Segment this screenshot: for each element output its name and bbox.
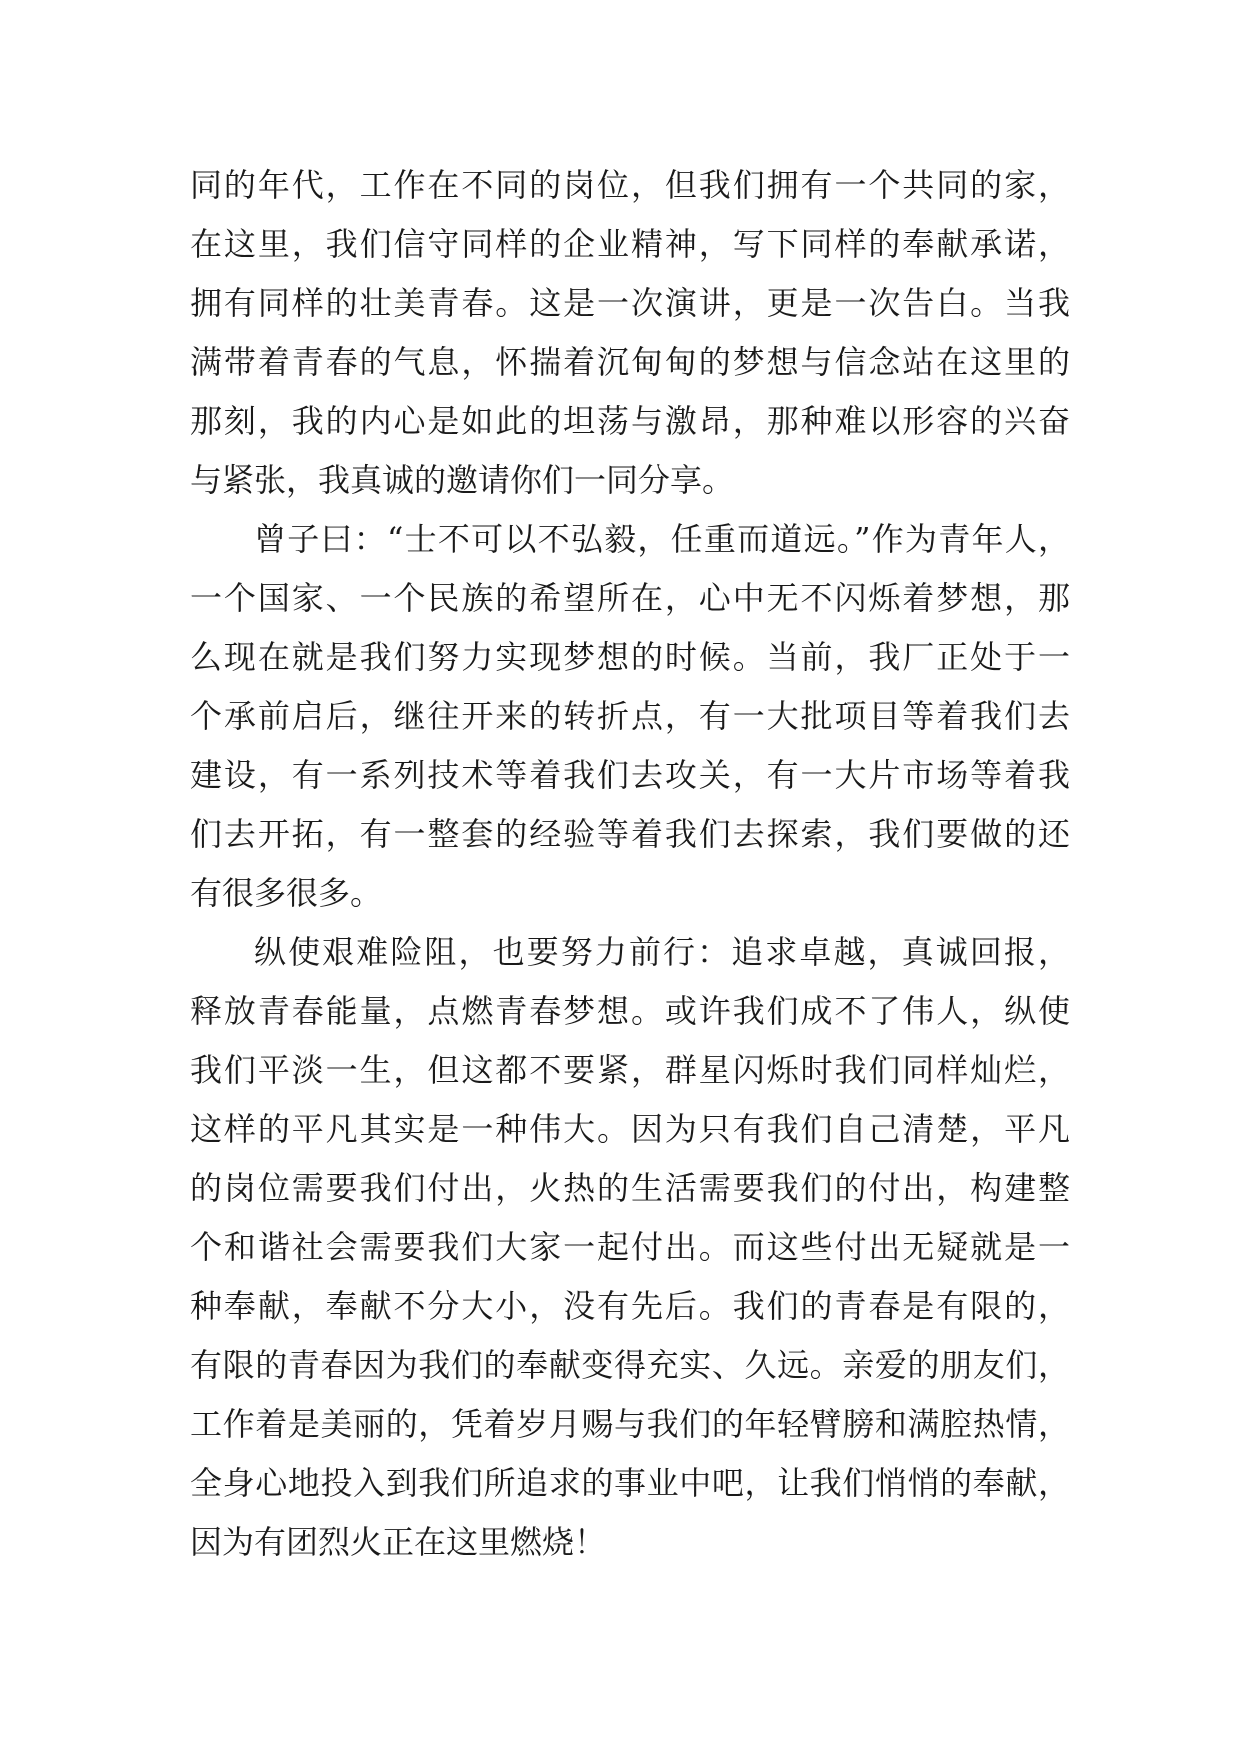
- text-line: 因为有团烈火正在这里燃烧！: [190, 1523, 607, 1561]
- text-line: 个承前启后，继往开来的转折点，有一大批项目等着我们去: [190, 697, 1070, 735]
- text-line: 与紧张，我真诚的邀请你们一同分享。: [190, 461, 735, 499]
- text-line: 拥有同样的壮美青春。这是一次演讲，更是一次告白。当我: [190, 284, 1070, 322]
- paragraph: [190, 923, 1070, 1572]
- text-line: 释放青春能量，点燃青春梦想。或许我们成不了伟人，纵使: [190, 992, 1070, 1030]
- text-line: 在这里，我们信守同样的企业精神，写下同样的奉献承诺，: [190, 225, 1070, 263]
- text-line: 建设，有一系列技术等着我们去攻关，有一大片市场等着我: [190, 756, 1070, 794]
- text-line: 全身心地投入到我们所追求的事业中吧，让我们悄悄的奉献，: [190, 1464, 1070, 1502]
- paragraph: [190, 156, 1070, 510]
- text-line: 有很多很多。: [190, 874, 383, 912]
- paragraph: [190, 510, 1070, 923]
- text-line: 那刻，我的内心是如此的坦荡与激昂，那种难以形容的兴奋: [190, 402, 1070, 440]
- text-line: 曾子曰：“士不可以不弘毅，任重而道远。”作为青年人，: [254, 520, 1070, 558]
- text-line: 我们平淡一生，但这都不要紧，群星闪烁时我们同样灿烂，: [190, 1051, 1070, 1089]
- text-line: 种奉献，奉献不分大小，没有先后。我们的青春是有限的，: [190, 1287, 1070, 1325]
- text-line: 同的年代，工作在不同的岗位，但我们拥有一个共同的家，: [190, 166, 1070, 204]
- body-text: [190, 156, 1070, 1572]
- text-line: 有限的青春因为我们的奉献变得充实、久远。亲爱的朋友们，: [190, 1346, 1070, 1384]
- text-line: 工作着是美丽的，凭着岁月赐与我们的年轻臂膀和满腔热情，: [190, 1405, 1070, 1443]
- text-line: 个和谐社会需要我们大家一起付出。而这些付出无疑就是一: [190, 1228, 1070, 1266]
- text-line: 一个国家、一个民族的希望所在，心中无不闪烁着梦想，那: [190, 579, 1070, 617]
- text-line: 的岗位需要我们付出，火热的生活需要我们的付出，构建整: [190, 1169, 1070, 1207]
- text-line: 么现在就是我们努力实现梦想的时候。当前，我厂正处于一: [190, 638, 1070, 676]
- text-line: 们去开拓，有一整套的经验等着我们去探索，我们要做的还: [190, 815, 1070, 853]
- text-line: 这样的平凡其实是一种伟大。因为只有我们自己清楚，平凡: [190, 1110, 1070, 1148]
- text-line: 满带着青春的气息，怀揣着沉甸甸的梦想与信念站在这里的: [190, 343, 1070, 381]
- text-line: 纵使艰难险阻，也要努力前行：追求卓越，真诚回报，: [254, 933, 1070, 971]
